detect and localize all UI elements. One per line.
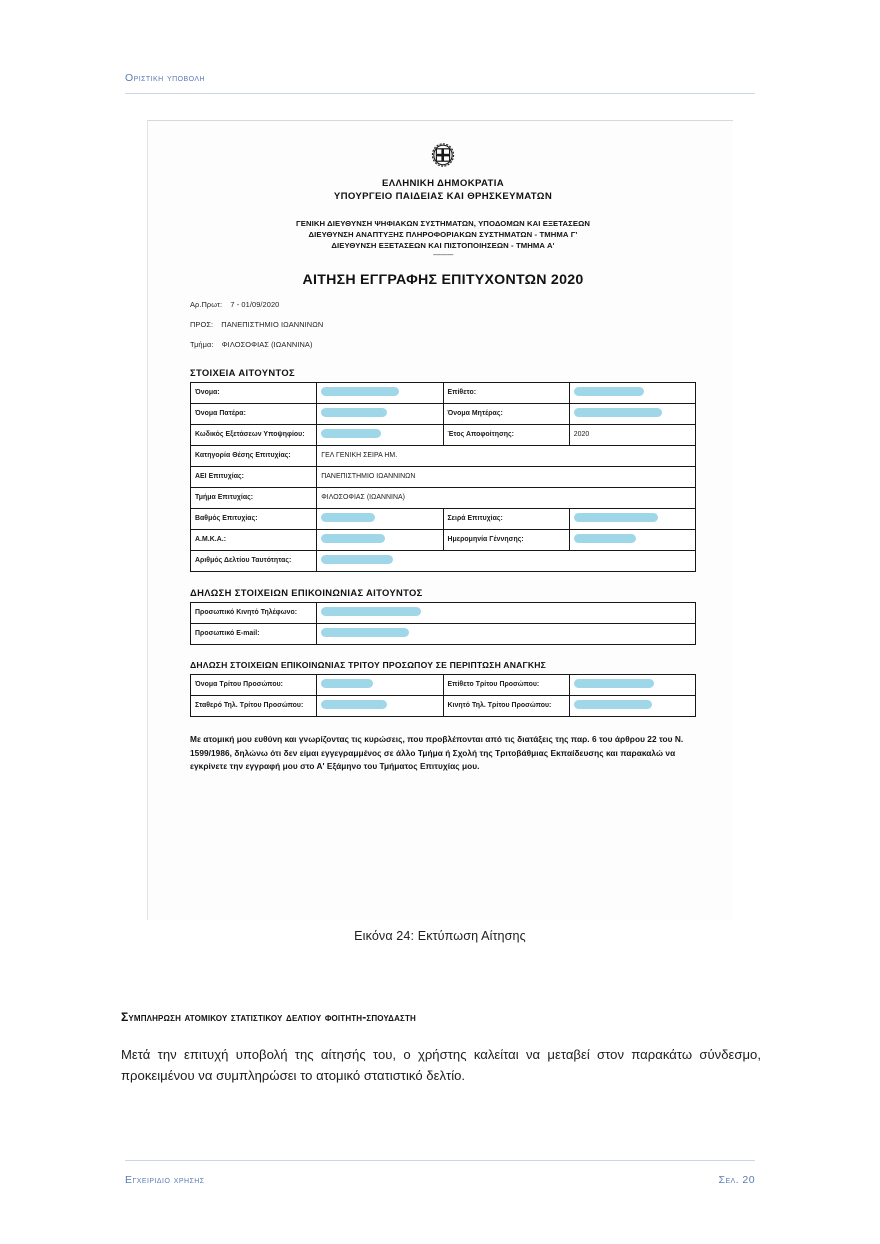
field-value[interactable] [569,675,695,696]
field-label: Όνομα: [191,383,317,404]
contact-table-body [191,603,696,645]
table-row [191,446,696,467]
applicant-section-title: ΣΤΟΙΧΕΙΑ ΑΙΤΟΥΝΤΟΣ [190,367,295,379]
field-value[interactable] [569,530,695,551]
field-value[interactable]: Ημερομηνία Γέννησης: [443,530,569,551]
footer-page-number: σελ. 20 [718,1174,755,1186]
field-value[interactable] [317,551,696,572]
table-row [191,530,696,551]
table-row [191,488,696,509]
applicant-table [190,382,696,572]
field-label: Επίθετο: [443,383,569,404]
field-value[interactable] [317,675,443,696]
field-value[interactable]: Κωδικός Εξετάσεων Υποψηφίου: [191,425,317,446]
department-line-3: ΔΙΕΥΘΥΝΣΗ ΕΞΕΤΑΣΕΩΝ ΚΑΙ ΠΙΣΤΟΠΟΙΗΣΕΩΝ - ΤΜΗΜΑ Α' [331,241,555,251]
protocol-label: Αρ.Πρωτ: [190,300,223,310]
table-row [191,696,696,717]
field-label: Βαθμός Επιτυχίας: [191,509,317,530]
field-value[interactable] [317,530,443,551]
redacted-value [321,628,409,637]
field-value[interactable] [569,696,695,717]
third-party-table-body [191,675,696,717]
field-label: Όνομα Μητέρας: [443,404,569,425]
field-value[interactable]: Έτος Αποφοίτησης: [443,425,569,446]
contact-section-title: ΔΗΛΩΣΗ ΣΤΟΙΧΕΙΩΝ ΕΠΙΚΟΙΝΩΝΙΑΣ ΑΙΤΟΥΝΤΟΣ [190,587,423,599]
recipient-value: ΠΑΝΕΠΙΣΤΗΜΙΟ ΙΩΑΝΝΙΝΩΝ [221,320,324,330]
table-row [191,624,696,645]
protocol-value: 7 - 01/09/2020 [230,300,280,310]
contact-table [190,602,696,645]
field-label: Προσωπικό E-mail: [191,624,317,645]
field-value[interactable]: Αριθμός Δελτίου Ταυτότητας: [191,551,317,572]
third-party-section-title: ΔΗΛΩΣΗ ΣΤΟΙΧΕΙΩΝ ΕΠΙΚΟΙΝΩΝΙΑΣ ΤΡΙΤΟΥ ΠΡΟΣΩΠΟΥ ΣΕ ΠΕΡΙΠΤΩΣΗ ΑΝΑΓΚΗΣ [190,660,547,671]
field-value[interactable]: Επίθετο Τρίτου Προσώπου: [443,675,569,696]
redacted-value [321,429,381,438]
redacted-value [321,700,387,709]
organization-line-2: ΥΠΟΥΡΓΕΙΟ ΠΑΙΔΕΙΑΣ ΚΑΙ ΘΡΗΣΚΕΥΜΑΤΩΝ [333,190,553,202]
organization-line-1: ΕΛΛΗΝΙΚΗ ΔΗΜΟΚΡΑΤΙΑ [381,178,504,189]
greek-coat-of-arms-icon [430,141,456,174]
redacted-value [321,607,421,616]
emblem-container [190,141,696,174]
field-label: Σειρά Επιτυχίας: [443,509,569,530]
table-row [191,404,696,425]
table-row [191,383,696,404]
department-value: ΦΙΛΟΣΟΦΙΑΣ (ΙΩΑΝΝΙΝΑ) [221,340,313,350]
table-row [191,509,696,530]
redacted-value [574,534,636,543]
redacted-value [321,555,393,564]
table-row [191,603,696,624]
page-footer [125,1174,755,1186]
department-label: Τμήμα: [190,340,214,350]
field-value[interactable]: Κινητό Τηλ. Τρίτου Προσώπου: [443,696,569,717]
field-value[interactable]: Α.Μ.Κ.Α.: [191,530,317,551]
department-line [190,340,696,349]
declaration-text: Με ατομική μου ευθύνη και γνωρίζοντας τις κυρώσεις, που προβλέπονται από τις διατάξεις της παρ. 6 του άρθρου 22 του Ν. 1599/1986, δηλώνω ότι δεν είμαι εγγεγραμμένος σε άλλο Τμήμα ή Σχολή της Τριτοβάθμιας Εκπαίδευσης και παρακαλώ να εγκρίνετε την εγγραφή μου στο Α' Εξάμηνο του Τμήματος Επιτυχίας μου. [190,734,684,772]
table-row [191,467,696,488]
header-divider [125,93,755,94]
table-row [191,675,696,696]
redacted-value [321,513,375,522]
field-value[interactable] [569,509,695,530]
redacted-value [321,408,387,417]
table-row [191,551,696,572]
field-value[interactable] [317,603,696,624]
field-label: ΑΕΙ Επιτυχίας: [191,467,317,488]
field-value[interactable]: Όνομα Τρίτου Προσώπου: [191,675,317,696]
field-value[interactable]: Προσωπικό Κινητό Τηλέφωνο: [191,603,317,624]
document-title: ΑΙΤΗΣΗ ΕΓΓΡΑΦΗΣ ΕΠΙΤΥΧΟΝΤΩΝ 2020 [302,272,584,289]
page-header-title: Οριστικη υποβολη [125,72,206,84]
page-header [125,72,755,94]
field-value[interactable] [317,509,443,530]
footer-manual-label: Εγχειριδιο χρησης [125,1174,205,1186]
department-divider: ----------- [432,252,454,260]
redacted-value [321,387,399,396]
figure-caption: Εικόνα 24: Εκτύπωση Αίτησης [354,929,526,943]
third-party-table [190,674,696,717]
field-value[interactable] [317,404,443,425]
field-value[interactable] [317,425,443,446]
field-value[interactable]: Κατηγορία Θέσης Επιτυχίας: [191,446,317,467]
field-value[interactable] [317,383,443,404]
recipient-line [190,320,696,329]
footer-divider [125,1160,755,1161]
redacted-value [574,408,662,417]
field-value[interactable] [317,696,443,717]
field-label: Τμήμα Επιτυχίας: [191,488,317,509]
field-value[interactable] [317,624,696,645]
recipient-label: ΠΡΟΣ: [190,320,214,330]
field-value[interactable]: Σταθερό Τηλ. Τρίτου Προσώπου: [191,696,317,717]
applicant-table-body [191,383,696,572]
redacted-value [574,700,652,709]
redacted-value [574,513,658,522]
department-line-1: ΓΕΝΙΚΗ ΔΙΕΥΘΥΝΣΗ ΨΗΦΙΑΚΩΝ ΣΥΣΤΗΜΑΤΩΝ, ΥΠΟΔΟΜΩΝ ΚΑΙ ΕΞΕΤΑΣΕΩΝ [296,218,590,228]
section-heading: Συμπληρωση ατομικου στατιστικου δελτιου φοιτητη-σπουδαστη [121,1010,416,1024]
department-block [190,218,696,251]
field-label: Όνομα Πατέρα: [191,404,317,425]
protocol-line [190,300,696,309]
section-paragraph: Μετά την επιτυχή υποβολή της αίτησής του, ο χρήστης καλείται να μεταβεί στον παρακάτω σύνδεσμο, προκειμένου να συμπληρώσει το ατομικό στατιστικό δελτίο. [121,1047,761,1084]
redacted-value [321,534,385,543]
application-printout-figure [147,120,733,920]
redacted-value [574,387,644,396]
redacted-value [574,679,654,688]
redacted-value [321,679,373,688]
field-value[interactable]: ΓΕΛ ΓΕΝΙΚΗ ΣΕΙΡΑ ΗΜ. [317,446,696,467]
field-value[interactable] [569,404,695,425]
field-value[interactable] [569,383,695,404]
organization-block [190,178,696,204]
table-row [191,425,696,446]
field-value[interactable]: 2020 [569,425,695,446]
department-line-2: ΔΙΕΥΘΥΝΣΗ ΑΝΑΠΤΥΞΗΣ ΠΛΗΡΟΦΟΡΙΑΚΩΝ ΣΥΣΤΗΜΑΤΩΝ - ΤΜΗΜΑ Γ' [308,230,578,240]
field-value[interactable]: ΠΑΝΕΠΙΣΤΗΜΙΟ ΙΩΑΝΝΙΝΩΝ [317,467,696,488]
field-value[interactable]: ΦΙΛΟΣΟΦΙΑΣ (ΙΩΑΝΝΙΝΑ) [317,488,696,509]
